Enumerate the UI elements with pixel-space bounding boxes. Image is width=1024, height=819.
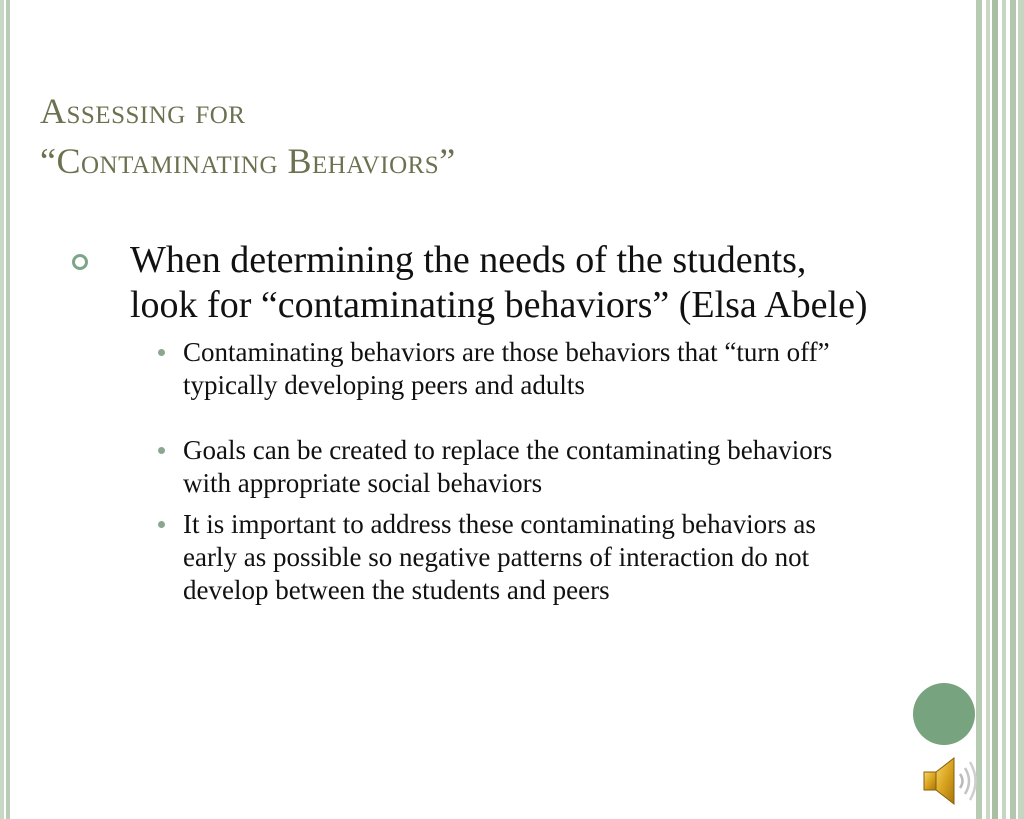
dot-bullet-icon [158,447,165,454]
slide-content [70,238,870,607]
ring-bullet-icon [72,254,88,270]
title-line-1: Assessing for [40,91,246,131]
dot-bullet-icon [158,521,165,528]
title-line-2: “Contaminating Behaviors” [40,141,456,181]
sub-bullet-1 [70,336,870,402]
sub-bullet-text: It is important to address these contaminating behaviors as early as possible so negative patterns of interaction do not develop between the students and peers [183,509,816,605]
speaker-icon[interactable] [920,752,984,810]
sub-bullet-3 [70,508,870,607]
right-border-decoration [974,0,1024,819]
left-border-decoration [0,0,10,819]
sub-bullet-text: Goals can be created to replace the contaminating behaviors with appropriate social behaviors [183,435,833,498]
main-bullet-text: When determining the needs of the students, look for “contaminating behaviors” (Elsa Abele) [130,239,868,326]
main-bullet [70,238,870,328]
sub-bullet-2 [70,434,870,500]
sub-bullet-text: Contaminating behaviors are those behaviors that “turn off” typically developing peers and adults [183,337,830,400]
slide-title [40,86,900,186]
green-circle-decoration [913,683,975,745]
dot-bullet-icon [158,349,165,356]
